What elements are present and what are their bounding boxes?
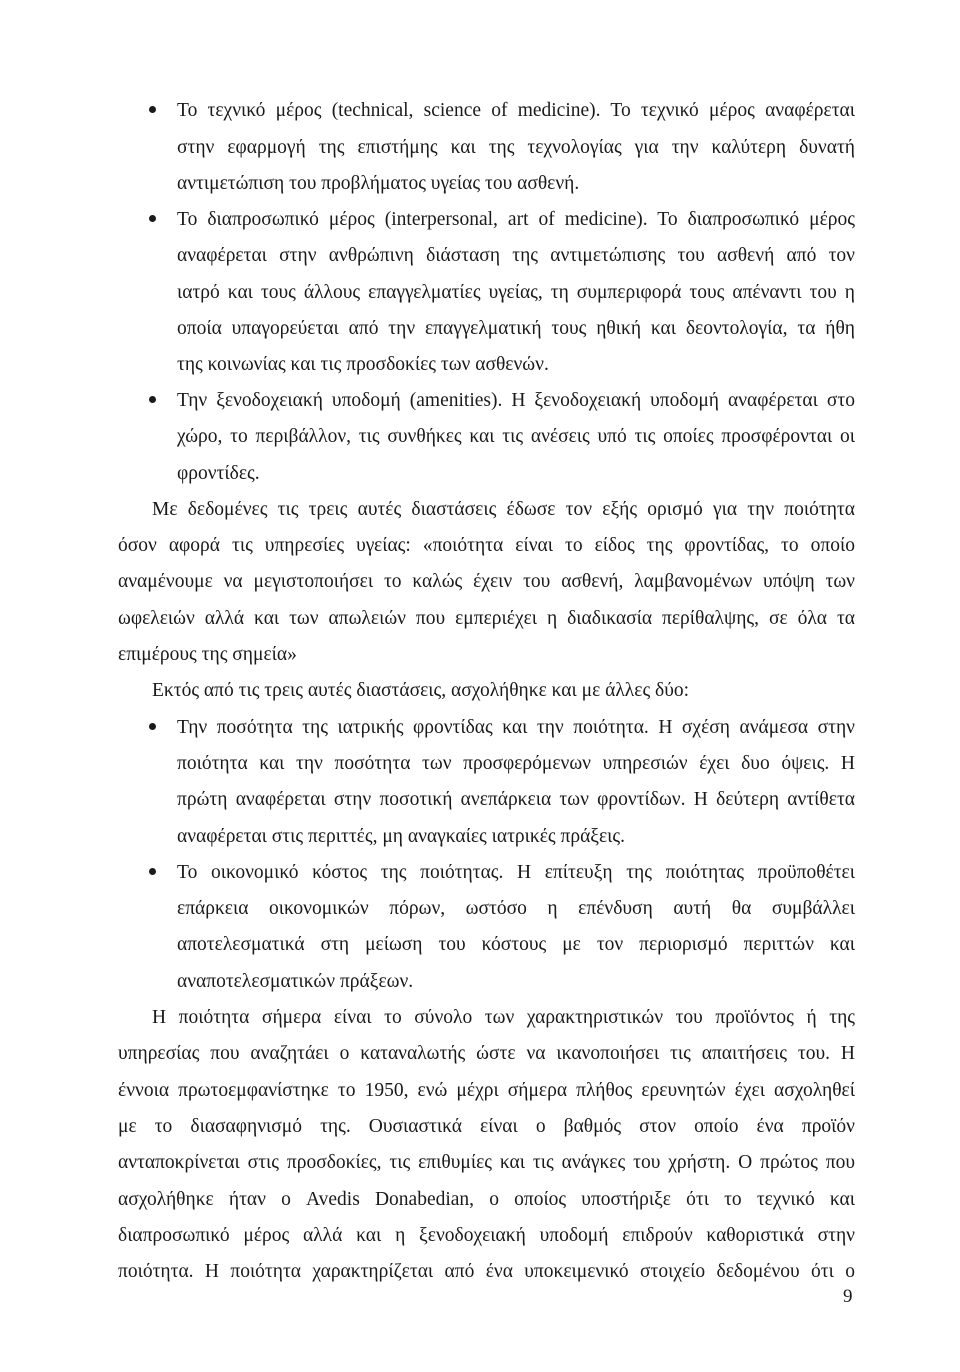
text-line: επιμέρους της σημεία»	[118, 644, 297, 665]
text-line: ωφελειών αλλά και των απωλειών που εμπεριέχει η διαδικασία περίθαλψης, σε όλα τα	[118, 608, 855, 629]
text-line: διαπροσωπικό μέρος αλλά και η ξενοδοχειακή υποδομή επιδρούν καθοριστικά στην	[118, 1225, 855, 1246]
text-line: πρώτη αναφέρεται στην ποσοτική ανεπάρκεια των φροντίδων. Η δεύτερη αντίθετα	[177, 789, 855, 810]
text-line: στην εφαρμογή της επιστήμης και της τεχνολογίας για την καλύτερη δυνατή	[177, 137, 855, 158]
text-line: Την ξενοδοχειακή υποδομή (amenities). Η ξενοδοχειακή υποδομή αναφέρεται στο	[177, 390, 855, 411]
text-line: Το οικονομικό κόστος της ποιότητας. Η επίτευξη της ποιότητας προϋποθέτει	[177, 862, 855, 883]
text-line: Η ποιότητα σήμερα είναι το σύνολο των χαρακτηριστικών του προϊόντος ή της	[152, 1007, 855, 1028]
bullet-dot	[149, 106, 156, 113]
text-line: ποιότητα. Η ποιότητα χαρακτηρίζεται από ένα υποκειμενικό στοιχείο δεδομένου ότι ο	[118, 1261, 855, 1282]
text-line: αποτελεσματικά στη μείωση του κόστους με τον περιορισμό περιττών και	[177, 934, 855, 955]
text-line: αναποτελεσματικών πράξεων.	[177, 971, 414, 992]
text-line: Εκτός από τις τρεις αυτές διαστάσεις, ασχολήθηκε και με άλλες δύο:	[152, 680, 690, 701]
text-line: επάρκεια οικονομικών πόρων, ωστόσο η επένδυση αυτή θα συμβάλλει	[177, 898, 855, 919]
text-line: υπηρεσίας που αναζητάει ο καταναλωτής ώστε να ικανοποιήσει τις απαιτήσεις του. Η	[118, 1043, 855, 1064]
bullet-dot	[149, 215, 156, 222]
text-line: φροντίδες.	[177, 463, 260, 484]
text-line: της κοινωνίας και τις προσδοκίες των ασθενών.	[177, 354, 549, 375]
text-line: ασχολήθηκε ήταν ο Avedis Donabedian, ο οποίος υποστήριξε ότι το τεχνικό και	[118, 1189, 855, 1210]
text-line: αναμένουμε να μεγιστοποιήσει το καλώς έχειν του ασθενή, λαμβανομένων υπόψη των	[118, 571, 855, 592]
bullet-dot	[149, 868, 156, 875]
text-line: αντιμετώπιση του προβλήματος υγείας του ασθενή.	[177, 173, 580, 194]
text-line: αναφέρεται στην ανθρώπινη διάσταση της αντιμετώπισης του ασθενή από τον	[177, 245, 855, 266]
text-line: Με δεδομένες τις τρεις αυτές διαστάσεις έδωσε τον εξής ορισμό για την ποιότητα	[152, 499, 855, 520]
text-line: αναφέρεται στις περιττές, μη αναγκαίες ιατρικές πράξεις.	[177, 826, 626, 847]
text-line: ποιότητα και την ποσότητα των προσφερόμενων υπηρεσιών έχει δυο όψεις. Η	[177, 753, 855, 774]
text-line: όσον αφορά τις υπηρεσίες υγείας: «ποιότητα είναι το είδος της φροντίδας, το οποίο	[118, 535, 855, 556]
text-line: ιατρό και τους άλλους επαγγελματίες υγείας, τη συμπεριφορά τους απέναντι του η	[177, 282, 855, 303]
text-line: Το διαπροσωπικό μέρος (interpersonal, art of medicine). Το διαπροσωπικό μέρος	[177, 209, 855, 230]
bullet-dot	[149, 723, 156, 730]
page-number: 9	[843, 1286, 853, 1307]
text-line: ανταποκρίνεται στις προσδοκίες, τις επιθυμίες και τις ανάγκες του χρήστη. Ο πρώτος που	[118, 1152, 855, 1173]
text-line: έννοια πρωτοεμφανίστηκε το 1950, ενώ μέχρι σήμερα πλήθος ερευνητών έχει ασχοληθεί	[118, 1080, 855, 1101]
text-line: χώρο, το περιβάλλον, τις συνθήκες και τις ανέσεις υπό τις οποίες προσφέρονται οι	[177, 426, 855, 447]
bullet-dot	[149, 396, 156, 403]
text-line: Το τεχνικό μέρος (technical, science of medicine). Το τεχνικό μέρος αναφέρεται	[177, 100, 855, 121]
text-line: οποία υπαγορεύεται από την επαγγελματική τους ηθική και δεοντολογία, τα ήθη	[177, 318, 855, 339]
text-line: με το διασαφηνισμό της. Ουσιαστικά είναι ο βαθμός στον οποίο ένα προϊόν	[118, 1116, 855, 1137]
text-line: Την ποσότητα της ιατρικής φροντίδας και την ποιότητα. Η σχέση ανάμεσα στην	[177, 717, 855, 738]
